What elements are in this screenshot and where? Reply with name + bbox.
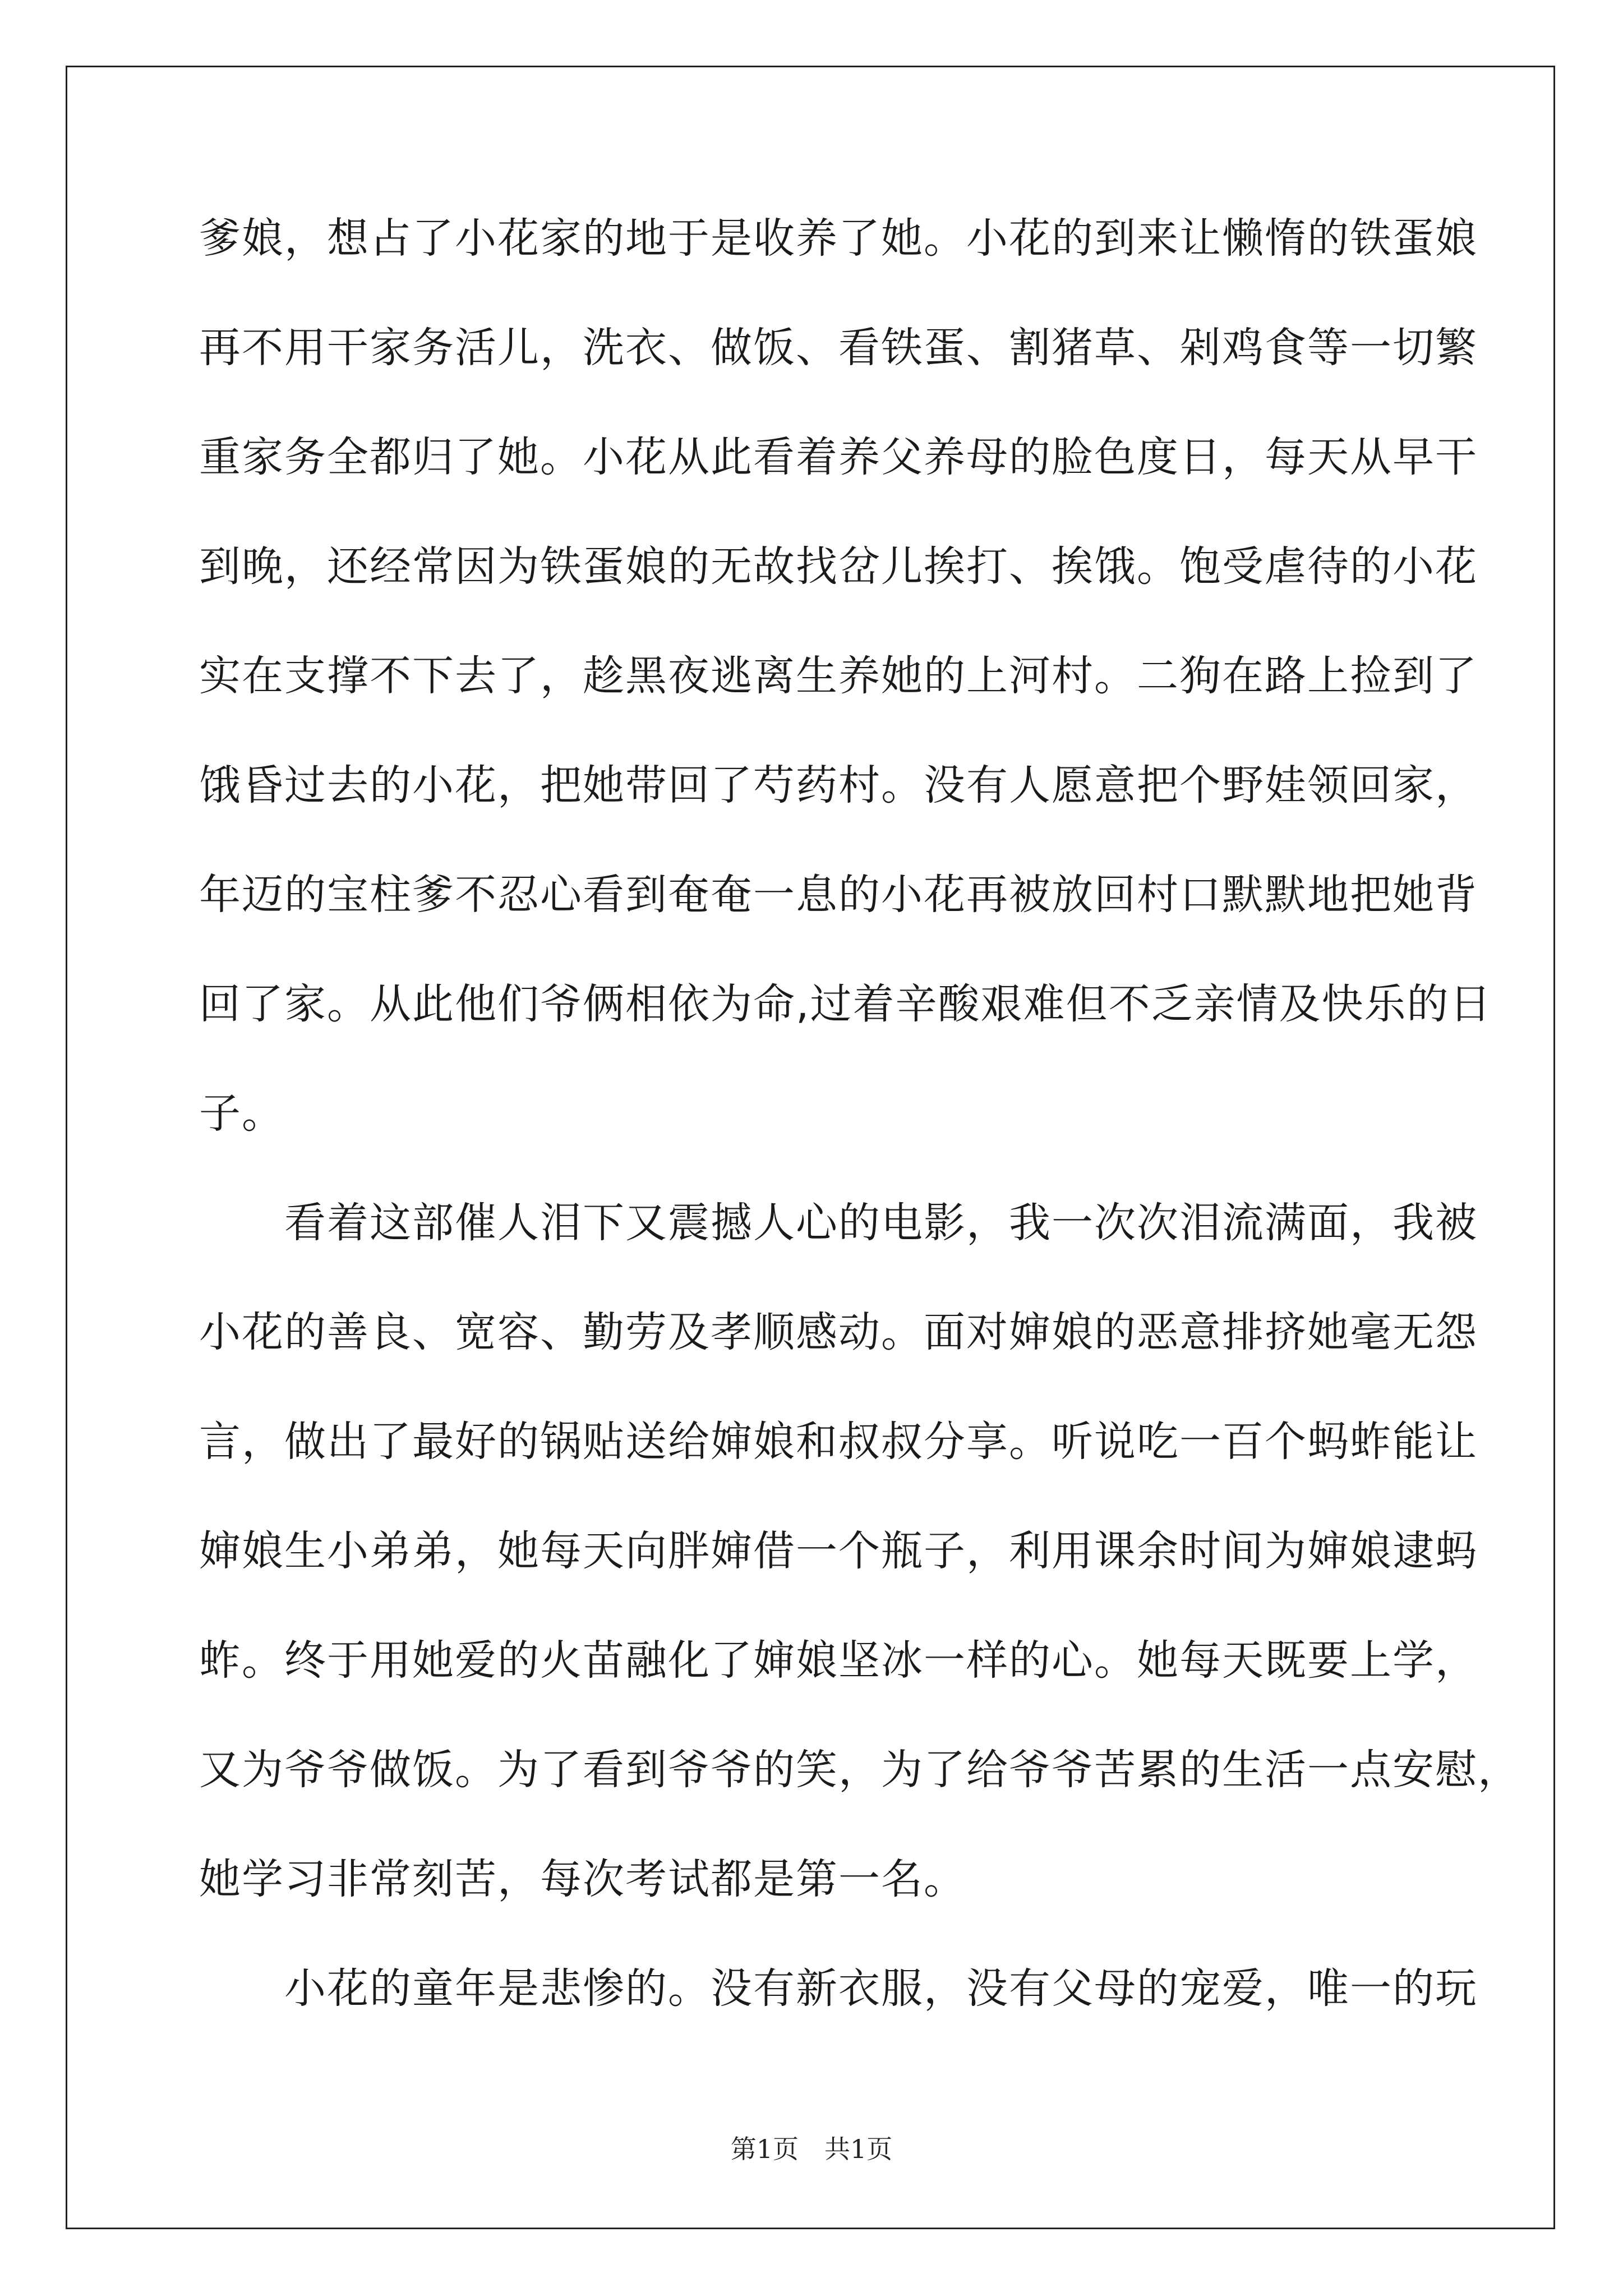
text-line: 重家务全都归了她。小花从此看着养父养母的脸色度日，每天从早干 [199,433,1478,481]
page-footer: 第1页 共1页 [730,2134,893,2164]
text-line: 年迈的宝柱爹不忍心看到奄奄一息的小花再被放回村口默默地把她背 [199,871,1478,919]
document-body [199,214,1520,2077]
text-line: 爹娘，想占了小花家的地于是收养了她。小花的到来让懒惰的铁蛋娘 [199,214,1478,263]
text-line: 再不用干家务活儿，洗衣、做饭、看铁蛋、割猪草、剁鸡食等一切繁 [199,324,1478,372]
text-line: 到晚，还经常因为铁蛋娘的无故找岔儿挨打、挨饿。饱受虐待的小花 [199,542,1478,591]
text-line: 实在支撑不下去了，趁黑夜逃离生养她的上河村。二狗在路上捡到了 [199,652,1478,700]
text-line: 婶娘生小弟弟，她每天向胖婶借一个瓶子，利用课余时间为婶娘逮蚂 [199,1527,1478,1575]
text-line: 蚱。终于用她爱的火苗融化了婶娘坚冰一样的心。她每天既要上学， [199,1636,1478,1685]
text-line: 看着这部催人泪下又震撼人心的电影，我一次次泪流满面，我被 [199,1199,1478,1247]
text-line: 又为爷爷做饭。为了看到爷爷的笑，为了给爷爷苦累的生活一点安慰， [199,1746,1520,1794]
text-line: 子。 [199,1089,284,1138]
text-line: 小花的善良、宽容、勤劳及孝顺感动。面对婶娘的恶意排挤她毫无怨 [199,1308,1478,1356]
text-line: 她学习非常刻苦，每次考试都是第一名。 [199,1855,966,1903]
text-line: 言，做出了最好的锅贴送给婶娘和叔叔分享。听说吃一百个蚂蚱能让 [199,1418,1478,1466]
text-line: 回了家。从此他们爷俩相依为命,过着辛酸艰难但不乏亲情及快乐的日 [199,980,1492,1028]
text-line: 小花的童年是悲惨的。没有新衣服，没有父母的宠爱，唯一的玩 [199,1964,1478,2013]
text-line: 饿昏过去的小花，把她带回了芍药村。没有人愿意把个野娃领回家， [199,761,1478,809]
